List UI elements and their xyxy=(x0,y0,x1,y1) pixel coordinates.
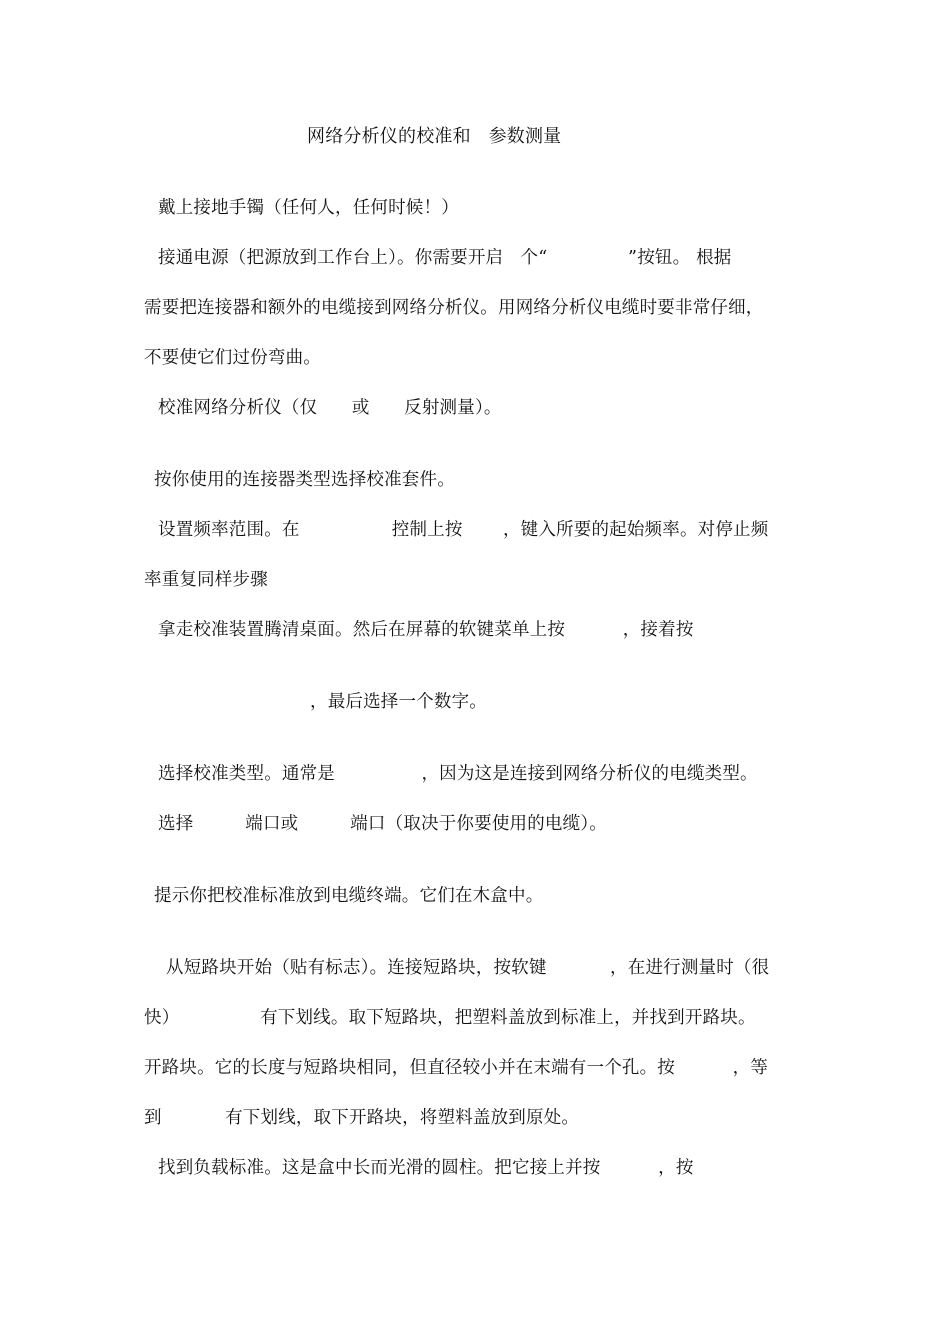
paragraph-line: 到 有下划线，取下开路块，将塑料盖放到原处。 xyxy=(144,1108,580,1128)
paragraph-line: 从短路块开始（贴有标志）。连接短路块，按软键 ，在进行测量时（很 xyxy=(166,958,770,978)
paragraph-line: 开路块。它的长度与短路块相同，但直径较小并在末端有一个孔。按 ，等 xyxy=(144,1058,769,1078)
paragraph-line: 设置频率范围。在 控制上按 ，键入所要的起始频率。对停止频 xyxy=(158,520,769,540)
paragraph-line: 找到负载标准。这是盒中长而光滑的圆柱。把它接上并按 ，按 xyxy=(158,1158,694,1178)
document-title: 网络分析仪的校准和 参数测量 xyxy=(307,126,562,147)
paragraph-line: 率重复同样步骤 xyxy=(144,570,268,590)
paragraph-line: 按你使用的连接器类型选择校准套件。 xyxy=(154,470,455,490)
paragraph-line: 快） 有下划线。取下短路块，把塑料盖放到标准上，并找到开路块。 xyxy=(144,1008,756,1028)
paragraph-line: 不要使它们过份弯曲。 xyxy=(144,348,321,368)
paragraph-line: 提示你把校准标准放到电缆终端。它们在木盒中。 xyxy=(154,886,544,906)
paragraph-line: ，最后选择一个数字。 xyxy=(310,692,487,712)
paragraph-line: 选择 端口或 端口（取决于你要使用的电缆）。 xyxy=(158,814,607,834)
paragraph-line: 接通电源（把源放到工作台上）。你需要开启 个“ ”按钮。 根据 xyxy=(158,248,732,268)
paragraph-line: 拿走校准装置腾清桌面。然后在屏幕的软键菜单上按 ，接着按 xyxy=(158,620,694,640)
paragraph-line: 需要把连接器和额外的电缆接到网络分析仪。用网络分析仪电缆时要非常仔细， xyxy=(144,298,764,318)
paragraph-line: 戴上接地手镯（任何人，任何时候！） xyxy=(158,198,459,218)
paragraph-line: 选择校准类型。通常是 ，因为这是连接到网络分析仪的电缆类型。 xyxy=(158,764,758,784)
paragraph-line: 校准网络分析仪（仅 或 反射测量）。 xyxy=(158,398,502,418)
